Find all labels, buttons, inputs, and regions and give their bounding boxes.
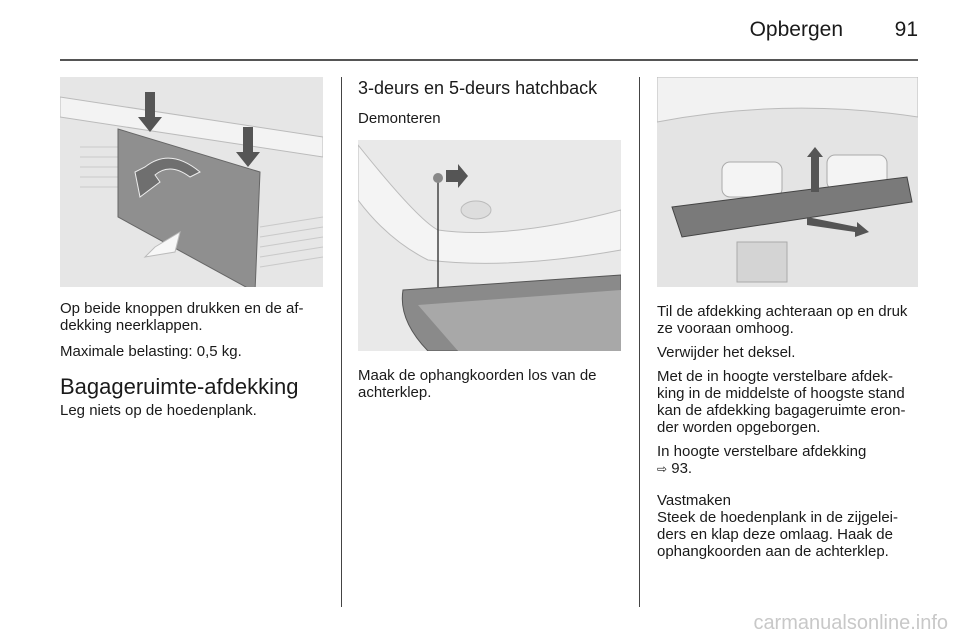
text-line: Maak de ophangkoorden los van de xyxy=(358,367,597,384)
text-line: Steek de hoedenplank in de zijgelei- xyxy=(657,509,899,526)
figure-tailgate-cords xyxy=(358,140,621,351)
watermark: carmanualsonline.info xyxy=(753,612,948,634)
caption-cords xyxy=(358,367,633,401)
text-line: In hoogte verstelbare afdekking xyxy=(657,443,867,460)
reference-page: 93. xyxy=(671,460,693,477)
column-divider xyxy=(639,77,640,607)
text-line: Til de afdekking achteraan op en druk xyxy=(657,303,908,320)
max-load-text: Maximale belasting: 0,5 kg. xyxy=(60,343,242,360)
caption-cover-panel xyxy=(60,300,335,334)
procedure-heading: Vastmaken xyxy=(657,492,731,509)
text-line: ders en klap deze omlaag. Haak de xyxy=(657,526,893,543)
page-number: 91 xyxy=(894,18,918,41)
figure-cover-panel xyxy=(60,77,323,287)
text-line: achterklep. xyxy=(358,384,432,401)
page-reference[interactable] xyxy=(657,460,927,478)
col3-text xyxy=(657,303,927,560)
arrow-reference-icon: ⇨ xyxy=(657,462,668,476)
text-line: der worden opgeborgen. xyxy=(657,419,821,436)
text-line: kan de afdekking bagageruimte eron- xyxy=(657,402,906,419)
text-line: ze vooraan omhoog. xyxy=(657,320,794,337)
text-line: Op beide knoppen drukken en de af- xyxy=(60,300,304,317)
figure-luggage-cover xyxy=(657,77,918,287)
section-text: Leg niets op de hoedenplank. xyxy=(60,402,257,419)
chapter-title: Opbergen xyxy=(749,18,843,41)
procedure-heading: Demonteren xyxy=(358,110,441,127)
section-heading: Bagageruimte-afdekking xyxy=(60,374,299,399)
text-line: Met de in hoogte verstelbare afdek- xyxy=(657,368,893,385)
subsection-heading: 3-deurs en 5-deurs hatchback xyxy=(358,78,598,98)
header-rule xyxy=(60,59,918,61)
text-line: dekking neerklappen. xyxy=(60,317,203,334)
text-line: king in de middelste of hoogste stand xyxy=(657,385,905,402)
column-divider xyxy=(341,77,342,607)
text-line: ophangkoorden aan de achterklep. xyxy=(657,543,889,560)
text-line: Verwijder het deksel. xyxy=(657,344,796,361)
